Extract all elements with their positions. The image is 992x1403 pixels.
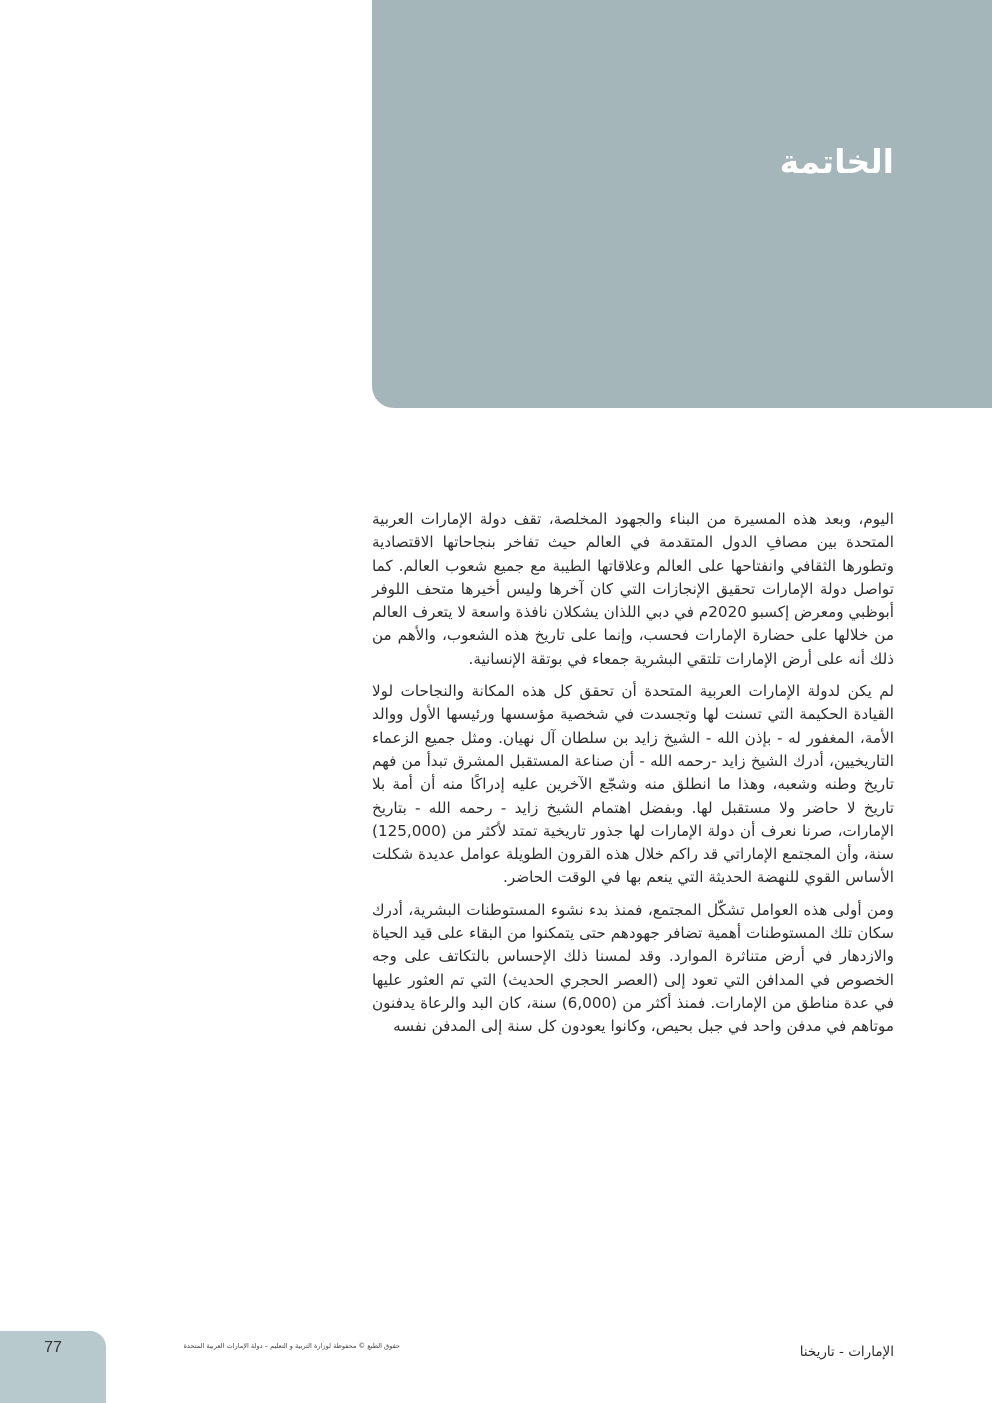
chapter-header-panel: [372, 0, 992, 408]
copyright-notice: حقوق الطبع © محفوظة لوزارة التربية و التعليم – دولة الإمارات العربية المتحدة: [183, 1342, 400, 1350]
paragraph-3: ومن أولى هذه العوامل تشكّل المجتمع، فمنذ بدء نشوء المستوطنات البشرية، أدرك سكان تلك المستوطنات أهمية تضافر جهودهم حتى يتمكنوا من البقاء على قيد الحياة والازدهار في أرض متناثرة الموارد. وقد لمسنا ذلك الإحساس بالتكاتف على وجه الخصوص في المدافن التي تعود إلى (العصر الحجري الحديث) التي تم العثور عليها في عدة مناطق من الإمارات. فمنذ أكثر من (6,000) سنة، كان البد والرعاة يدفنون موتاهم في مدفن واحد في جبل بحيص، وكانوا يعودون كل سنة إلى المدفن نفسه: [372, 900, 894, 1036]
page-number: 77: [44, 1339, 62, 1356]
paragraph-1: اليوم، وبعد هذه المسيرة من البناء والجهود المخلصة، تقف دولة الإمارات العربية المتحدة بين مصافِ الدول المتقدمة في العالم حيث تفاخر بنجاحاتها الاقتصادية وتطورها الثقافي وانفتاحها على العالم وعلاقاتها الطيبة مع جميع شعوب العالم. كما تواصل دولة الإمارات تحقيق الإنجازات التي كان آخرها وليس أخيرها متحف اللوفر أبوظبي ومعرض إكسبو 2020م في دبي اللذان يشكلان نافذة واسعة لا يتعرف العالم من خلالها على حضارة الإمارات فحسب، وإنما على تاريخ هذه الشعوب، والأهم من ذلك أنه على أرض الإمارات تلتقي البشرية جمعاء في بوتقة الإنسانية.: [371, 510, 894, 668]
chapter-title: الخاتمة: [779, 142, 894, 181]
running-title: الإمارات - تاريخنا: [799, 1344, 894, 1360]
paragraph-2: لم يكن لدولة الإمارات العربية المتحدة أن تحقق كل هذه المكانة والنجاحات لولا القيادة الحكيمة التي تسنت لها وتجسدت في شخصية مؤسسها ورئيسها الأول ووالد الأمة، المغفور له - بإذن الله - الشيخ زايد بن سلطان آل نهيان. ومثل جميع الزعماء التاريخيين، أدرك الشيخ زايد -رحمه الله - أن صناعة المستقبل المشرق تبدأ من فهم تاريخ وطنه وشعبه، وهذا ما انطلق منه وشجّع الآخرين عليه إدراكًا منه أن أمة بلا تاريخ لا حاضر ولا مستقبل لها. وبفضل اهتمام الشيخ زايد - رحمه الله - بتاريخ الإمارات، صرنا نعرف أن دولة الإمارات لها جذور تاريخية تمتد لأكثر من (125,000) سنة، وأن المجتمع الإماراتي قد راكم خلال هذه القرون الطويلة عوامل عديدة شكلت الأساس القوي للنهضة الحديثة التي ينعم بها في الوقت الحاضر.: [372, 682, 894, 887]
body-text: [372, 508, 894, 1048]
